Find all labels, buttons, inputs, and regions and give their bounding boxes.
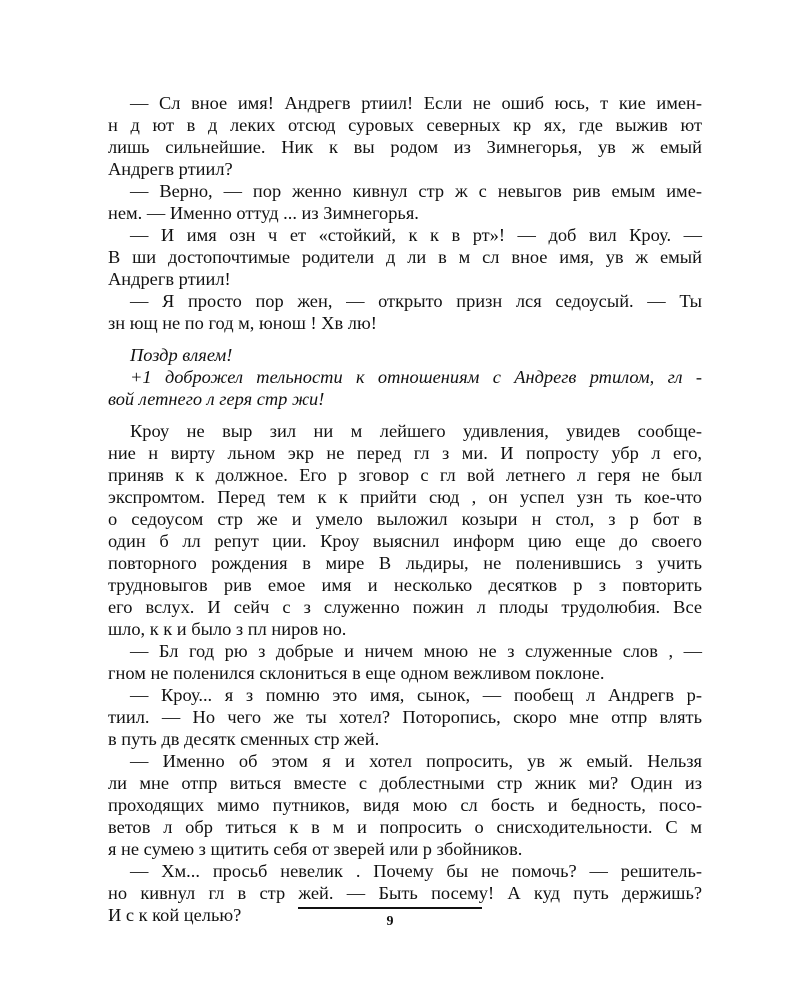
text-line: экспромтом. Перед тем к к прийти сюд , он успел узн ть кое-что: [108, 487, 702, 507]
text-line: — Я просто пор жен, — открыто призн лся седоусый. — Ты: [130, 291, 702, 311]
text-line: — Бл год рю з добрые и ничем мною не з служенные слов , —: [130, 641, 702, 661]
text-line: Кроу не выр зил ни м лейшего удивления, увидев сообще-: [130, 421, 702, 441]
paragraph: [108, 750, 702, 860]
text-line: — И имя озн ч ет «стойкий, к к в рт»! — доб вил Кроу. —: [130, 225, 702, 245]
text-line: — Верно, — пор женно кивнул стр ж с невыгов рив емым име-: [130, 181, 702, 201]
text-line: проходящих мимо путников, видя мою сл бость и бедность, посо-: [108, 795, 702, 815]
paragraph: [108, 290, 702, 334]
text-line: шло, к к и было з пл ниров но.: [108, 619, 347, 639]
text-line: повторного рождения в мире В льдиры, не поленившись з учить: [108, 553, 702, 573]
text-line: один б лл репут ции. Кроу выяснил информ цию еще до своего: [108, 531, 702, 551]
text-line: ветов л обр титься к в м и попросить о снисходительности. С м: [108, 817, 702, 837]
text-line: зн ющ не по год м, юнош ! Хв лю!: [108, 313, 377, 333]
paragraph: [108, 640, 702, 684]
text-line: И с к кой целью?: [108, 905, 242, 925]
text-line: трудновыгов рив емое имя и несколько десятков р з повторить: [108, 575, 702, 595]
text-line: — Именно об этом я и хотел попросить, ув ж емый. Нельзя: [130, 751, 702, 771]
text-line: вой летнего л геря стр жи!: [108, 389, 325, 409]
text-line: в путь дв десятк сменных стр жей.: [108, 729, 380, 749]
text-line: ли мне отпр виться вместе с доблестными стр жник ми? Один из: [108, 773, 702, 793]
text-line: — Хм... просьб невелик . Почему бы не помочь? — решитель-: [130, 861, 702, 881]
text-line: гном не поленился склониться в еще одном вежливом поклоне.: [108, 663, 605, 683]
paragraph: [108, 684, 702, 750]
text-line: я не сумею з щитить себя от зверей или р збойников.: [108, 839, 523, 859]
text-line: его вслух. И сейч с з служенно пожин л плоды трудолюбия. Все: [108, 597, 702, 617]
text-line: лишь сильнейшие. Ник к вы родом из Зимнегорья, ув ж емый: [108, 137, 702, 157]
paragraph: [108, 180, 702, 224]
text-line: В ши достопочтимые родители д ли в м сл вное имя, ув ж емый: [108, 247, 702, 267]
text-line: но кивнул гл в стр жей. — Быть посему! А куд путь держишь?: [108, 883, 702, 903]
text-line: тиил. — Но чего же ты хотел? Поторопись, скоро мне отпр влять: [108, 707, 702, 727]
text-line: Андрегв ртиил!: [108, 269, 231, 289]
text-line: о седоусом стр же и умело выложил козыри н стол, з р бот в: [108, 509, 702, 529]
text-line: нем. — Именно оттуд ... из Зимнегорья.: [108, 203, 419, 223]
text-line: — Кроу... я з помню это имя, сынок, — пообещ л Андрегв р-: [130, 685, 702, 705]
page-body: [108, 92, 702, 926]
paragraph: [108, 224, 702, 290]
page-number: 9: [386, 914, 394, 929]
text-line: н д ют в д леких отсюд суровых северных кр ях, где выжив ют: [108, 115, 702, 135]
text-line: +1 доброжел тельности к отношениям с Андрегв ртилом, гл -: [130, 367, 702, 387]
achievement-notice: [108, 344, 702, 410]
text-line: приняв к к должное. Его р зговор с гл вой летнего л геря не был: [108, 465, 702, 485]
notice-heading: Поздр вляем!: [130, 345, 233, 365]
text-line: ние н вирту льном экр не перед гл з ми. И попросту убр л его,: [108, 443, 702, 463]
text-line: Андрегв ртиил?: [108, 159, 233, 179]
paragraph: [108, 420, 702, 640]
text-line: — Сл вное имя! Андрегв ртиил! Если не ошиб юсь, т кие имен-: [130, 93, 702, 113]
paragraph: [108, 92, 702, 180]
footer-divider: [298, 907, 482, 909]
